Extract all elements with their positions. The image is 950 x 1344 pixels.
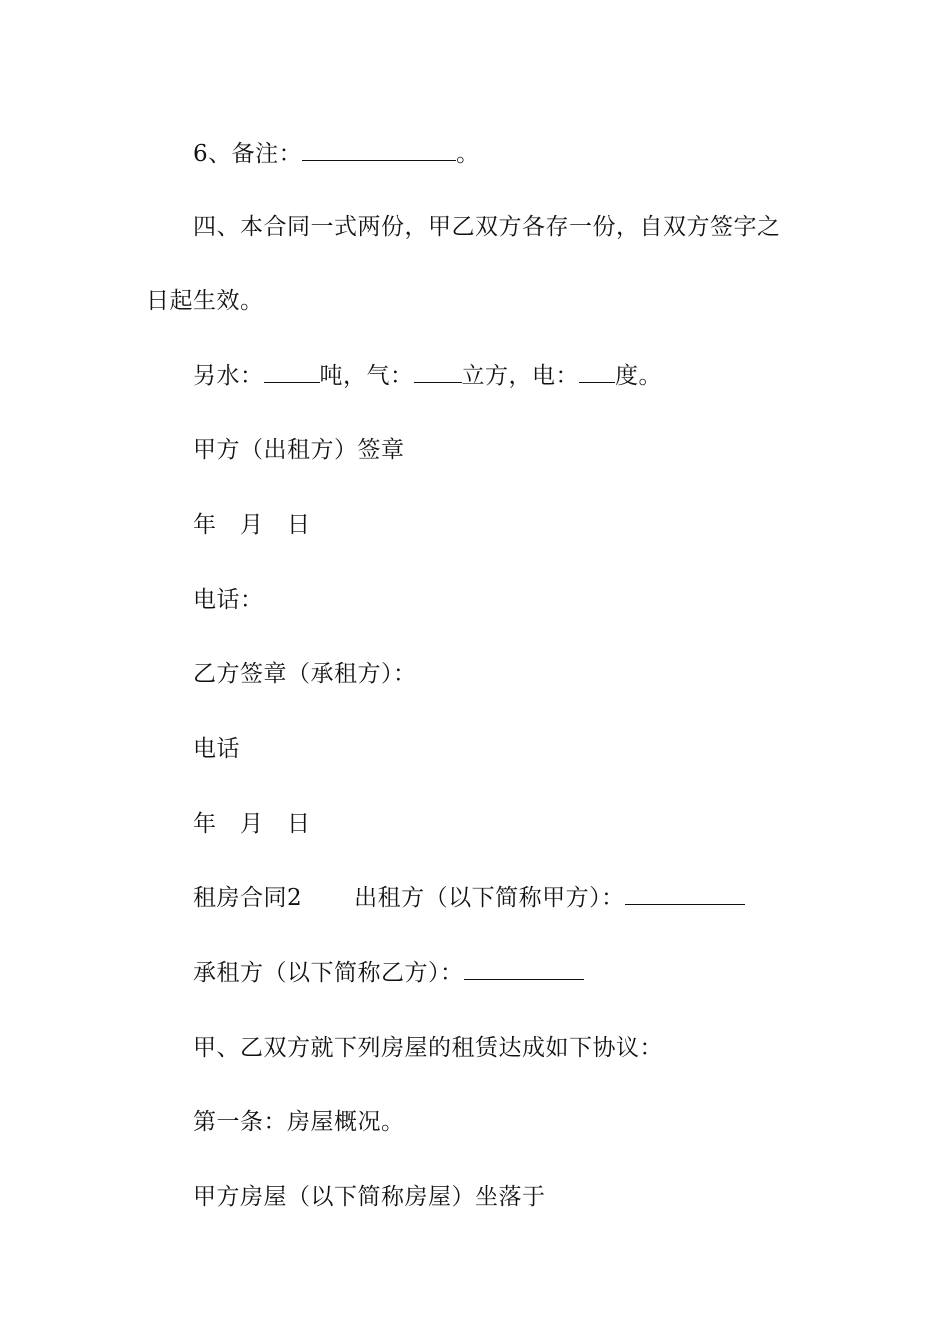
electric-label: 立方，电： xyxy=(461,363,579,389)
date-line-2: 年 月 日 xyxy=(193,811,311,837)
water-label: 另水： xyxy=(193,363,264,389)
electric-blank xyxy=(579,362,615,383)
water-blank xyxy=(264,362,320,383)
contract-two-title: 租房合同2 xyxy=(193,885,303,911)
agreement-line: 甲、乙双方就下列房屋的租赁达成如下协议： xyxy=(193,1035,663,1061)
utilities-line xyxy=(193,362,662,390)
article-one-heading: 第一条：房屋概况。 xyxy=(193,1109,405,1135)
clause-four-line2: 日起生效。 xyxy=(146,288,264,314)
lessor-blank xyxy=(625,884,745,905)
clause-four-line1: 四、本合同一式两份，甲乙双方各存一份，自双方签字之 xyxy=(193,214,781,240)
utilities-end: 度。 xyxy=(615,363,662,389)
note-end: 。 xyxy=(456,141,480,167)
date-line-1: 年 月 日 xyxy=(193,512,311,538)
note-blank xyxy=(302,140,456,161)
phone-line-2: 电话 xyxy=(193,736,240,762)
location-line: 甲方房屋（以下简称房屋）坐落于 xyxy=(193,1184,546,1210)
contract-two-title-line xyxy=(193,884,745,912)
party-b-signature: 乙方签章（承租方）： xyxy=(193,661,417,687)
lessee-label: 承租方（以下简称乙方）： xyxy=(193,960,464,986)
lessee-line xyxy=(193,959,584,987)
gas-label: 吨，气： xyxy=(319,363,414,389)
lessor-label: 出租方（以下简称甲方）： xyxy=(354,885,625,911)
note-label: 6、备注： xyxy=(193,141,303,167)
phone-line-1: 电话： xyxy=(193,587,264,613)
lessee-blank xyxy=(464,959,584,980)
note-line xyxy=(193,140,480,168)
gas-blank xyxy=(414,362,462,383)
party-a-signature: 甲方（出租方）签章 xyxy=(193,437,405,463)
